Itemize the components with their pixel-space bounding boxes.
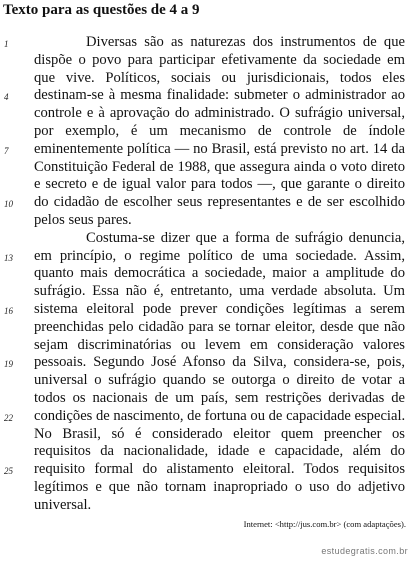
line-text: Diversas são as naturezas dos instrumentos de que — [86, 34, 405, 50]
line-number: 4 — [4, 92, 9, 103]
text-line — [0, 265, 412, 283]
line-text: sistema eleitoral pode prever condições legítimas a serem — [34, 300, 405, 317]
line-text: No Brasil, só é considerado eleitor quem preencher os — [34, 425, 405, 442]
text-line — [0, 105, 412, 123]
line-text: e secreto e de igual valor para todos —, que garante o direito — [34, 176, 405, 193]
line-text: condições de nascimento, de fortuna ou de capacidade especial. — [34, 407, 405, 424]
text-line — [0, 390, 412, 408]
text-line — [0, 354, 412, 372]
line-text: requisito formal do alistamento eleitoral. Todos requisitos — [34, 461, 405, 478]
line-text: que vive. Políticos, sociais ou jurisdicionais, todos eles — [34, 69, 405, 86]
line-text: sejam discriminatórias ou levem em consideração valores — [34, 336, 405, 353]
text-line — [0, 176, 412, 194]
text-line — [0, 123, 412, 141]
line-number: 19 — [4, 359, 13, 370]
text-line — [0, 443, 412, 461]
text-line — [0, 319, 412, 337]
watermark: estudegratis.com.br — [321, 546, 408, 556]
line-text: preenchidas pelo cidadão para se tornar eleitor, desde que não — [34, 318, 405, 335]
text-line — [0, 497, 412, 515]
line-text: todos os nacionais de um país, sem restrições derivadas de — [34, 389, 405, 406]
line-text: legítimos e que não tornam inapropriado o uso do adjetivo — [34, 478, 405, 495]
text-line — [0, 337, 412, 355]
line-text: do cidadão de escolher seus representantes e de ser escolhido — [34, 194, 405, 211]
text-line — [0, 141, 412, 159]
line-text: Costuma-se dizer que a forma de sufrágio denuncia, — [86, 229, 405, 246]
line-text: eminentemente política — no Brasil, está previsto no art. 14 da — [34, 140, 405, 157]
text-line — [0, 283, 412, 301]
text-line — [0, 212, 412, 230]
line-text: quanto mais democrática a sociedade, maior a amplitude do — [34, 265, 405, 282]
section-heading: Texto para as questões de 4 a 9 — [3, 2, 200, 18]
line-number: 25 — [4, 466, 13, 477]
line-text: pelos seus pares. — [34, 211, 132, 228]
text-line — [0, 70, 412, 88]
line-text: sufrágio. Essa não é, entretanto, uma verdade absoluta. Um — [34, 283, 405, 300]
text-line — [0, 479, 412, 497]
passage-text — [0, 34, 412, 515]
line-number: 13 — [4, 252, 13, 263]
line-text: pessoais. Segundo José Afonso da Silva, considera-se, pois, — [34, 354, 405, 371]
line-number: 1 — [4, 39, 9, 49]
text-line — [0, 194, 412, 212]
line-number: 10 — [4, 199, 13, 210]
line-number: 22 — [4, 412, 13, 423]
text-line — [0, 34, 412, 52]
text-line — [0, 408, 412, 426]
line-text: dispõe o povo para participar efetivamente da sociedade em — [34, 51, 405, 68]
source-citation: Internet: <http://jus.com.br> (com adaptações). — [243, 519, 406, 529]
text-line — [0, 52, 412, 70]
line-text: por exemplo, é um mecanismo de controle de índole — [34, 122, 405, 139]
line-text: requisitos da nacionalidade, idade e capacidade, além do — [34, 443, 405, 460]
line-text: em princípio, o regime político de uma sociedade. Assim, — [34, 247, 405, 264]
text-line — [0, 230, 412, 248]
line-text: controle e à aprovação do administrado. O sufrágio universal, — [34, 105, 405, 122]
text-line — [0, 87, 412, 105]
line-text: Constituição Federal de 1988, que assegura ainda o voto direto — [34, 158, 405, 175]
line-text: universal o sufrágio quando se outorga o direito de votar a — [34, 372, 405, 389]
line-text: universal. — [34, 496, 92, 513]
line-text: destinam-se à mesma finalidade: submeter o administrador ao — [34, 87, 405, 104]
text-line — [0, 159, 412, 177]
text-line — [0, 461, 412, 479]
text-line — [0, 426, 412, 444]
line-number: 16 — [4, 305, 13, 316]
text-line — [0, 372, 412, 390]
text-line — [0, 248, 412, 266]
line-number: 7 — [4, 145, 9, 156]
text-line — [0, 301, 412, 319]
